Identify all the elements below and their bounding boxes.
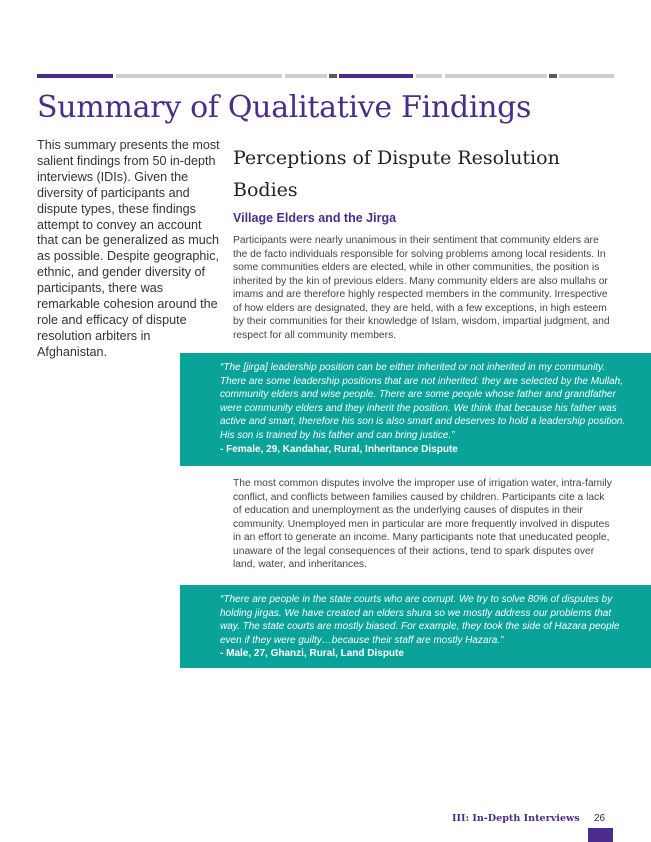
rule-bar-gray bbox=[445, 74, 547, 78]
quote-box-2 bbox=[180, 585, 651, 668]
rule-bar-dark bbox=[549, 74, 557, 78]
subheading-village-elders: Village Elders and the Jirga bbox=[233, 211, 397, 225]
rule-bar-gray bbox=[116, 74, 282, 78]
page-number: 26 bbox=[594, 813, 606, 824]
quote-1-text: “The [jirga] leadership position can be either inherited or not inherited in my community. There are some leadership positions that are not inherited: they are selected by the Mullah, community elders and wise people. There are some people whose father and grandfather were community elders and they inherit the position. We think that because his father was active and smart, therefore his son is also smart and deserves to hold a leadership position. His son is trained by his father and can bring justice.” bbox=[220, 362, 626, 441]
footer-accent-block bbox=[588, 828, 613, 842]
intro-text: This summary presents the most salient findings from 50 in-depth interviews (IDIs). Given the diversity of participants and dispute types, these findings attempt to convey an account that can be generalized as much as possible. Despite geographic, ethnic, and gender diversity of participants, there was remarkable cohesion around the role and efficacy of dispute resolution arbiters in Afghanistan. bbox=[37, 138, 220, 359]
body-paragraph-2: The most common disputes involve the improper use of irrigation water, intra-family conflict, and conflicts between families caused by children. Participants cite a lack of education and unemployment as the underlying causes of disputes in their community. Unemployed men in particular are more frequently involved in disputes in an effort to generate an income. Many participants note that uneducated people, unaware of the legal consequences of their actions, tend to spark disputes over land, water, and inheritances. bbox=[233, 478, 612, 570]
page-title: Summary of Qualitative Findings bbox=[37, 90, 532, 125]
quote-2-text: “There are people in the state courts who are corrupt. We try to solve 80% of disputes by holding jirgas. We have created an elders shura so we mostly address our problems that way. The state courts are mostly biased. For example, they took the side of Hazara people even if they were guilty…because their staff are mostly Hazara.” bbox=[220, 594, 620, 646]
footer-section-label: III: In-Depth Interviews bbox=[452, 813, 580, 824]
quote-2-attribution: - Male, 27, Ghanzi, Rural, Land Dispute bbox=[220, 648, 404, 660]
rule-bar-purple bbox=[37, 74, 113, 78]
rule-bar-gray bbox=[416, 74, 442, 78]
rule-bar-gray bbox=[285, 74, 327, 78]
header-rule-bars bbox=[37, 74, 614, 78]
rule-bar-dark bbox=[329, 74, 337, 78]
section-title: Perceptions of Dispute Resolution Bodies bbox=[233, 147, 560, 201]
body-paragraph-1: Participants were nearly unanimous in their sentiment that community elders are the de facto individuals responsible for solving problems among local residents. In some communities elders are elected, while in other communities, the position is inherited by the kin of previous elders. Many community elders are also mullahs or imams and are therefore highly respected members in the community. Irrespective of how elders are designated, they are held, with a few exceptions, in high esteem by their communities for their knowledge of Islam, wisdom, impartial judgment, and respect for all community members. bbox=[233, 235, 610, 341]
quote-1-attribution: - Female, 29, Kandahar, Rural, Inheritance Dispute bbox=[220, 443, 458, 455]
quote-box-1 bbox=[180, 353, 651, 466]
rule-bar-purple bbox=[339, 74, 413, 78]
rule-bar-gray bbox=[559, 74, 614, 78]
